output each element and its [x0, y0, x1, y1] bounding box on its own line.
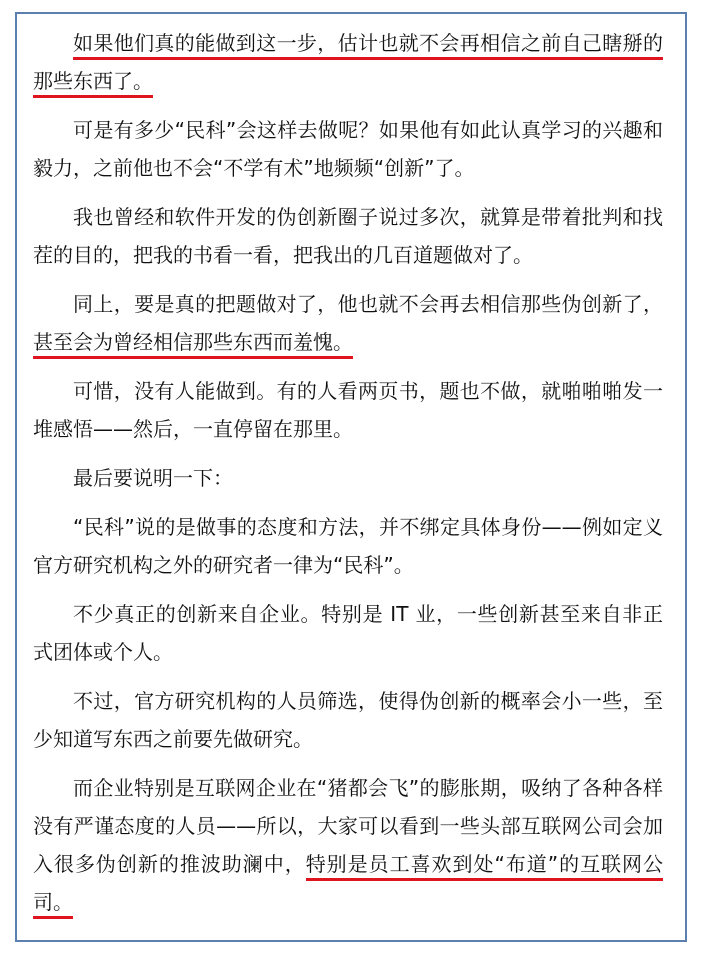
paragraph: [33, 372, 663, 448]
paragraph: [33, 198, 663, 274]
paragraph: [33, 682, 663, 758]
paragraph: [33, 459, 663, 497]
paragraph-text: 最后要说明一下：: [73, 466, 233, 490]
highlighted-text: 甚至会为曾经相信那些东西而羞愧。: [33, 330, 353, 359]
paragraph-text: 而企业特别是互联网企业在“猪都会飞”的膨胀期，吸纳了各种各样没有严谨态度的人员——所以，大家可以看到一些头部互联网公司会加入很多伪创新的推波助澜中，: [33, 776, 663, 876]
paragraph-text: 不过，官方研究机构的人员筛选，使得伪创新的概率会小一些，至少知道写东西之前要先做研究。: [33, 689, 663, 751]
paragraph: [33, 508, 663, 584]
paragraph: [33, 111, 663, 187]
paragraph-text: 可是有多少“民科”会这样去做呢？如果他有如此认真学习的兴趣和毅力，之前他也不会“不学有术”地频频“创新”了。: [33, 118, 663, 180]
paragraph: [33, 24, 663, 100]
article-body: [33, 24, 663, 932]
highlighted-text: 特别是员工喜欢到处“布道”的互联网公司。: [33, 852, 663, 919]
paragraph-text: “民科”说的是做事的态度和方法，并不绑定具体身份——例如定义官方研究机构之外的研究者一律为“民科”。: [33, 515, 663, 577]
paragraph-text: 同上，要是真的把题做对了，他也就不会再去相信那些伪创新了，: [73, 292, 663, 316]
paragraph: [33, 285, 663, 361]
paragraph-text: 我也曾经和软件开发的伪创新圈子说过多次，就算是带着批判和找茬的目的，把我的书看一看，把我出的几百道题做对了。: [33, 205, 663, 267]
paragraph-text: 可惜，没有人能做到。有的人看两页书，题也不做，就啪啪啪发一堆感悟——然后，一直停留在那里。: [33, 379, 663, 441]
paragraph: [33, 595, 663, 671]
paragraph-text: 不少真正的创新来自企业。特别是 IT 业，一些创新甚至来自非正式团体或个人。: [33, 602, 663, 664]
paragraph: [33, 769, 663, 921]
highlighted-text: 如果他们真的能做到这一步，估计也就不会再相信之前自己瞎掰的那些东西了。: [33, 31, 663, 98]
